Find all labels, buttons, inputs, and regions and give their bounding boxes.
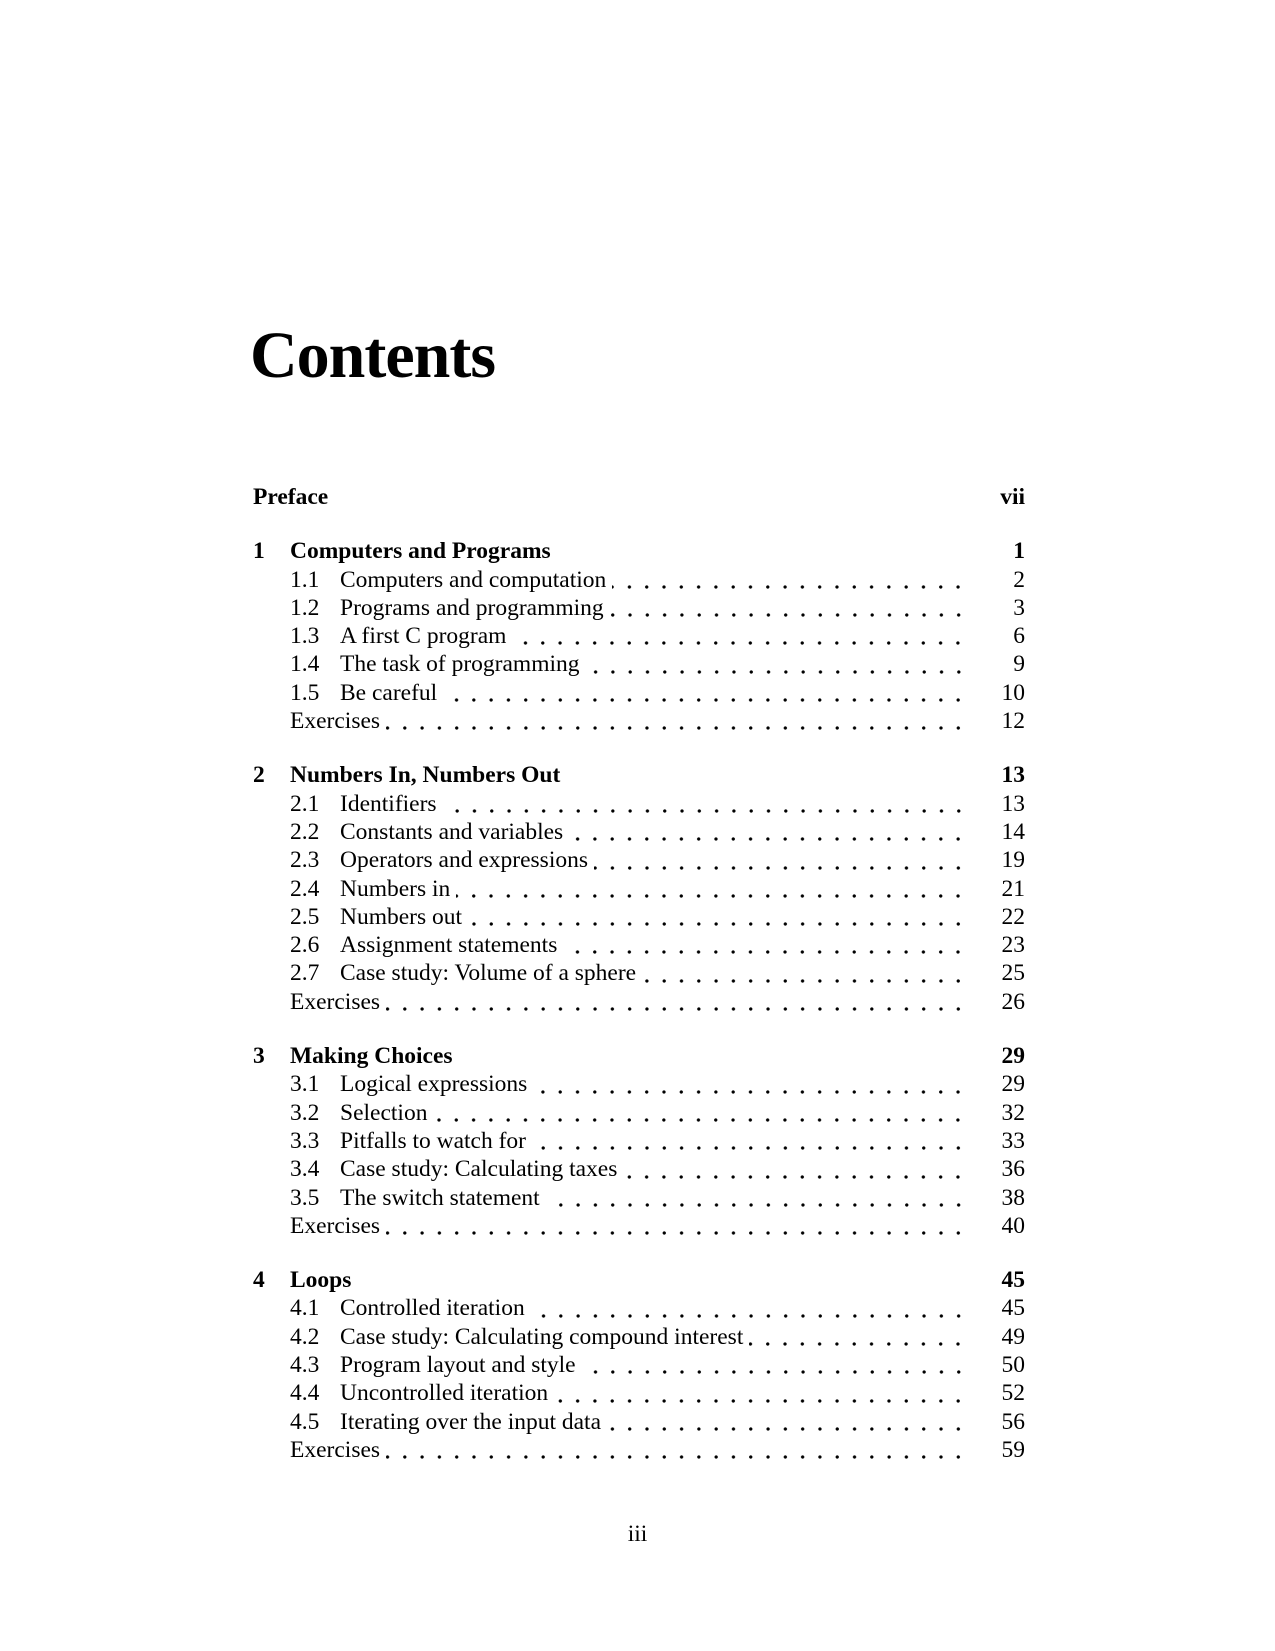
page-number: 19 <box>1001 847 1025 874</box>
page-number: 1 <box>1013 538 1025 565</box>
exercises-label: Exercises <box>290 988 381 1015</box>
toc-section-row <box>253 1155 1025 1183</box>
section-title: Uncontrolled iteration <box>340 1380 549 1407</box>
page-number: 33 <box>1001 1127 1025 1154</box>
toc-chapter-row <box>253 761 1025 789</box>
toc-section-row <box>253 1379 1025 1407</box>
page-number: 29 <box>1001 1071 1025 1098</box>
dot-leader <box>386 1212 967 1240</box>
dot-leader <box>749 1323 967 1351</box>
toc-section-row <box>253 1184 1025 1212</box>
section-number: 2.6 <box>290 932 320 959</box>
dot-leader <box>532 1127 967 1155</box>
section-number: 3.5 <box>290 1184 320 1211</box>
dot-leader <box>563 931 967 959</box>
section-number: 2.7 <box>290 960 320 987</box>
dot-leader <box>582 1351 967 1379</box>
dot-leader <box>443 679 967 707</box>
dot-leader <box>443 790 967 818</box>
toc-section-row <box>253 818 1025 846</box>
section-number: 3.4 <box>290 1156 320 1183</box>
toc-section-row <box>253 959 1025 987</box>
leader-blank <box>334 483 967 511</box>
section-title: Operators and expressions <box>340 847 588 874</box>
page-number: 2 <box>1013 566 1025 593</box>
toc-section-row <box>253 1323 1025 1351</box>
section-title: Logical expressions <box>340 1071 528 1098</box>
leader-blank <box>459 1042 967 1070</box>
page-number: 25 <box>1001 960 1025 987</box>
page-number: 59 <box>1001 1436 1025 1463</box>
dot-leader <box>554 1379 967 1407</box>
toc-section-row <box>253 903 1025 931</box>
page-number: 49 <box>1001 1323 1025 1350</box>
toc-section-row <box>253 1127 1025 1155</box>
page-number: 38 <box>1001 1184 1025 1211</box>
section-title: The task of programming <box>340 651 580 678</box>
toc-preface-row <box>253 483 1025 511</box>
toc-section-row <box>253 1351 1025 1379</box>
section-number: 4.5 <box>290 1408 320 1435</box>
page-number: 9 <box>1013 651 1025 678</box>
toc-chapter-4 <box>253 1266 1025 1464</box>
dot-leader <box>386 1436 967 1464</box>
chapter-title: Computers and Programs <box>290 538 551 565</box>
section-title: A first C program <box>340 623 507 650</box>
dot-leader <box>468 903 967 931</box>
section-title: Iterating over the input data <box>340 1408 602 1435</box>
dot-leader <box>456 875 967 903</box>
section-number: 1.5 <box>290 679 320 706</box>
dot-leader <box>531 1294 967 1322</box>
chapter-title: Loops <box>290 1267 352 1294</box>
section-title: Numbers in <box>340 875 451 902</box>
section-title: Assignment statements <box>340 932 558 959</box>
dot-leader <box>569 818 967 846</box>
leader-blank <box>557 537 967 565</box>
toc-exercises-row <box>253 1212 1025 1240</box>
chapter-number: 2 <box>253 762 265 789</box>
dot-leader <box>623 1155 967 1183</box>
page-number: 6 <box>1013 623 1025 650</box>
exercises-label: Exercises <box>290 1436 381 1463</box>
section-number: 1.1 <box>290 566 320 593</box>
toc-section-row <box>253 875 1025 903</box>
page-number: 50 <box>1001 1352 1025 1379</box>
page-number: 45 <box>1001 1267 1025 1294</box>
toc-section-row <box>253 931 1025 959</box>
dot-leader <box>642 959 967 987</box>
section-title: Case study: Volume of a sphere <box>340 960 637 987</box>
section-number: 3.2 <box>290 1099 320 1126</box>
page-number: 10 <box>1001 679 1025 706</box>
section-title: Controlled iteration <box>340 1295 525 1322</box>
section-title: The switch statement <box>340 1184 540 1211</box>
page-number: 22 <box>1001 903 1025 930</box>
dot-leader <box>612 566 967 594</box>
page-title: Contents <box>250 319 496 392</box>
dot-leader <box>386 988 967 1016</box>
dot-leader <box>546 1184 967 1212</box>
page-number: 3 <box>1013 594 1025 621</box>
page-number: 45 <box>1001 1295 1025 1322</box>
section-number: 4.3 <box>290 1352 320 1379</box>
section-number: 2.1 <box>290 790 320 817</box>
chapter-title: Making Choices <box>290 1043 453 1070</box>
section-number: 1.3 <box>290 623 320 650</box>
page-number: 21 <box>1001 875 1025 902</box>
toc-section-row <box>253 1099 1025 1127</box>
dot-leader <box>512 622 967 650</box>
toc-section-row <box>253 1070 1025 1098</box>
section-title: Be careful <box>340 679 438 706</box>
page-number: 29 <box>1001 1043 1025 1070</box>
dot-leader <box>610 594 967 622</box>
toc-chapter-1 <box>253 537 1025 735</box>
section-number: 2.5 <box>290 903 320 930</box>
section-title: Case study: Calculating taxes <box>340 1156 618 1183</box>
chapter-number: 4 <box>253 1267 265 1294</box>
toc-exercises-row <box>253 707 1025 735</box>
dot-leader <box>607 1408 967 1436</box>
exercises-label: Exercises <box>290 1212 381 1239</box>
section-title: Computers and computation <box>340 566 607 593</box>
toc-chapter-2 <box>253 761 1025 1016</box>
toc-exercises-row <box>253 1436 1025 1464</box>
dot-leader <box>433 1099 967 1127</box>
toc-section-row <box>253 1294 1025 1322</box>
page-number: 36 <box>1001 1156 1025 1183</box>
page-number: 23 <box>1001 932 1025 959</box>
page-number: 40 <box>1001 1212 1025 1239</box>
section-number: 4.2 <box>290 1323 320 1350</box>
toc-section-row <box>253 1408 1025 1436</box>
leader-blank <box>357 1266 967 1294</box>
section-number: 4.4 <box>290 1380 320 1407</box>
toc-section-row <box>253 622 1025 650</box>
section-title: Constants and variables <box>340 818 564 845</box>
page-number: 52 <box>1001 1380 1025 1407</box>
section-title: Case study: Calculating compound interest <box>340 1323 744 1350</box>
section-number: 1.4 <box>290 651 320 678</box>
toc-exercises-row <box>253 988 1025 1016</box>
section-number: 4.1 <box>290 1295 320 1322</box>
page-footer-number: iii <box>627 1521 648 1547</box>
exercises-label: Exercises <box>290 708 381 735</box>
dot-leader <box>594 846 967 874</box>
section-title: Program layout and style <box>340 1352 576 1379</box>
dot-leader <box>586 650 967 678</box>
section-number: 3.3 <box>290 1127 320 1154</box>
toc-chapter-3 <box>253 1042 1025 1240</box>
toc-section-row <box>253 679 1025 707</box>
page-number: 14 <box>1001 818 1025 845</box>
page-number: 26 <box>1001 988 1025 1015</box>
section-number: 2.4 <box>290 875 320 902</box>
section-title: Identifiers <box>340 790 437 817</box>
page-number: 32 <box>1001 1099 1025 1126</box>
section-number: 2.2 <box>290 818 320 845</box>
chapter-number: 3 <box>253 1043 265 1070</box>
toc-section-row <box>253 594 1025 622</box>
toc-section-row <box>253 846 1025 874</box>
toc-section-row <box>253 650 1025 678</box>
section-number: 1.2 <box>290 594 320 621</box>
toc-section-row <box>253 790 1025 818</box>
page-number: 13 <box>1001 762 1025 789</box>
section-title: Selection <box>340 1099 428 1126</box>
preface-label: Preface <box>253 484 329 510</box>
toc-chapter-row <box>253 1042 1025 1070</box>
page-number: 13 <box>1001 790 1025 817</box>
table-of-contents <box>253 483 1025 1464</box>
leader-blank <box>566 761 967 789</box>
chapter-number: 1 <box>253 538 265 565</box>
chapter-title: Numbers In, Numbers Out <box>290 762 561 789</box>
toc-section-row <box>253 566 1025 594</box>
toc-chapter-row <box>253 1266 1025 1294</box>
dot-leader <box>386 707 967 735</box>
section-title: Programs and programming <box>340 594 604 621</box>
page-number: 12 <box>1001 708 1025 735</box>
page-number: vii <box>1000 484 1025 510</box>
section-title: Numbers out <box>340 903 463 930</box>
section-title: Pitfalls to watch for <box>340 1127 527 1154</box>
dot-leader <box>533 1070 967 1098</box>
section-number: 2.3 <box>290 847 320 874</box>
section-number: 3.1 <box>290 1071 320 1098</box>
page-number: 56 <box>1001 1408 1025 1435</box>
toc-chapter-row <box>253 537 1025 565</box>
